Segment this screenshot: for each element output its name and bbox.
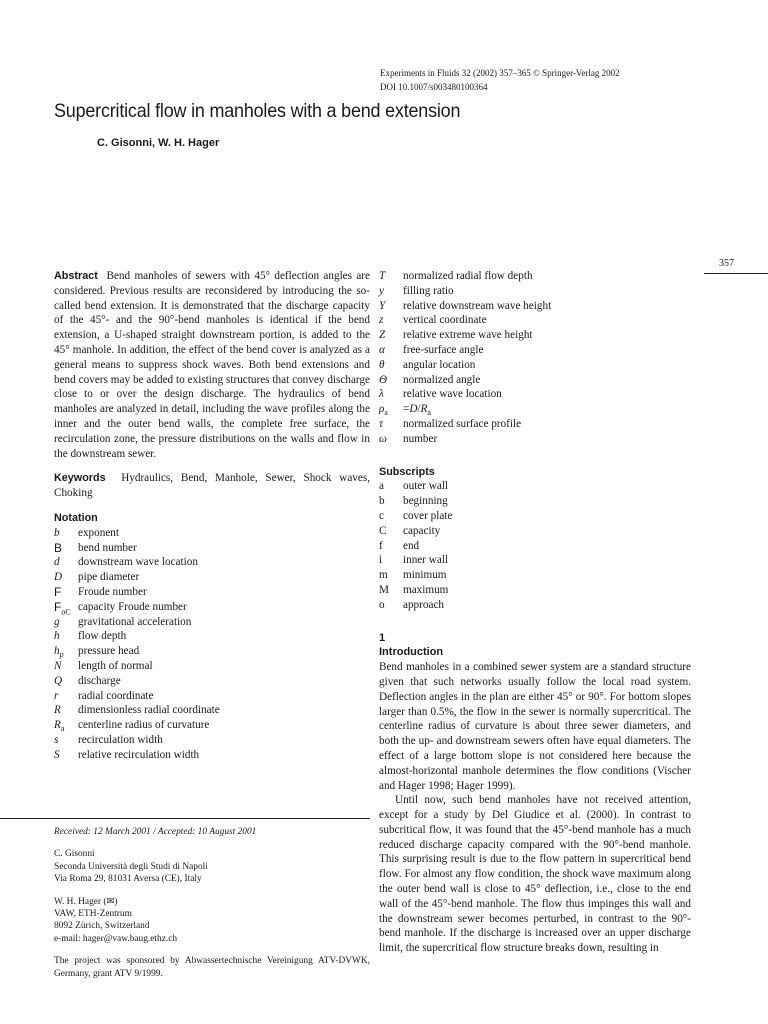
section-title: Introduction xyxy=(379,646,444,659)
subscript-desc: inner wall xyxy=(403,554,449,567)
notation-item xyxy=(54,555,370,570)
subscript-item xyxy=(379,479,691,494)
subscript-item xyxy=(379,553,691,568)
subscript-item xyxy=(379,524,691,539)
subscript-desc: cover plate xyxy=(403,509,453,522)
subscripts-heading: Subscripts xyxy=(379,465,435,478)
subscript-symbol: a xyxy=(379,480,384,493)
notation-desc: dimensionless radial coordinate xyxy=(78,704,220,717)
subscript-item xyxy=(379,598,691,613)
notation-list-right xyxy=(379,269,691,447)
notation-item xyxy=(54,585,370,600)
author1-address: Via Roma 29, 81031 Aversa (CE), Italy xyxy=(54,874,202,885)
notation-desc: normalized surface profile xyxy=(403,417,522,430)
subscript-item xyxy=(379,494,691,509)
notation-desc: normalized angle xyxy=(403,373,481,386)
sponsor-note: The project was sponsored by Abwassertechnische Vereinigung ATV-DVWK, Germany, grant ATV 9/1999. xyxy=(54,956,370,979)
section-number: 1 xyxy=(379,631,386,644)
notation-symbol: $R_a$ xyxy=(54,719,65,734)
subscript-desc: outer wall xyxy=(403,480,449,493)
right-column xyxy=(379,269,691,956)
footnotes xyxy=(54,826,370,980)
subscript-symbol: c xyxy=(379,509,384,522)
notation-desc: recirculation width xyxy=(78,733,163,746)
subscript-desc: minimum xyxy=(403,569,447,582)
notation-item xyxy=(379,432,691,447)
paper-authors: C. Gisonni, W. H. Hager xyxy=(97,137,220,149)
notation-item xyxy=(54,570,370,585)
subscript-symbol: o xyxy=(379,598,385,611)
received-dates: Received: 12 March 2001 / Accepted: 10 August 2001 xyxy=(54,827,257,837)
author1-affiliation: Seconda Università degli Studi di Napoli xyxy=(54,861,208,872)
author1-name: C. Gisonni xyxy=(54,849,95,860)
notation-symbol: g xyxy=(54,615,60,628)
notation-desc: centerline radius of curvature xyxy=(78,719,210,732)
page-number: 357 xyxy=(719,258,734,269)
subscript-symbol: f xyxy=(379,539,383,552)
notation-symbol: Θ xyxy=(379,373,388,386)
notation-item xyxy=(379,299,691,314)
subscript-symbol: m xyxy=(379,569,388,582)
paper-title: Supercritical flow in manholes with a bend extension xyxy=(54,100,461,122)
notation-desc: Froude number xyxy=(78,585,147,598)
notation-item xyxy=(379,343,691,358)
abstract-label: Abstract xyxy=(54,270,98,282)
notation-item xyxy=(54,703,370,718)
notation-desc: exponent xyxy=(78,526,120,539)
notation-item xyxy=(379,269,691,284)
subscript-symbol: i xyxy=(379,554,383,567)
notation-item xyxy=(379,328,691,343)
notation-desc: discharge xyxy=(78,674,121,687)
notation-desc: relative recirculation width xyxy=(78,748,200,761)
notation-symbol: d xyxy=(54,556,60,569)
subscript-symbol: b xyxy=(379,495,385,508)
notation-item xyxy=(54,644,370,659)
notation-item xyxy=(379,358,691,373)
notation-symbol: Y xyxy=(379,299,386,312)
intro-paragraph-2: Until now, such bend manholes have not received attention, except for a study by Del Giudice et al. (2000). In contrast to subcritical flow, it was found that the 45°-bend manhole has a much reduced discharge capacity compared with the 90°-bend manhole. This surprising result is due to the flow pattern in supercritical bend flow. For almost any flow condition, the shock wave maximum along the outer bend wall is close to 45° deflection, i.e., close to the end wall of the 45°-bend manhole. The flow thus impinges this wall and the downstream sewer becomes perturbed, in contrast to the 90°-bend manhole. If the discharge is increased over an upper discharge limit, the supercritical flow structure breaks down, resulting in xyxy=(379,794,691,955)
subscript-desc: capacity xyxy=(403,524,441,537)
journal-line: Experiments in Fluids 32 (2002) 357–365 © Springer-Verlag 2002 xyxy=(380,68,620,78)
journal-citation xyxy=(380,66,620,94)
notation-symbol: T xyxy=(379,270,386,282)
notation-symbol: D xyxy=(54,571,63,584)
subscript-p: p xyxy=(59,650,64,660)
notation-desc: radial coordinate xyxy=(78,689,154,702)
notation-symbol: h xyxy=(54,630,60,643)
notation-desc: pressure head xyxy=(78,645,140,658)
notation-symbol: Q xyxy=(54,674,63,687)
notation-desc: free-surface angle xyxy=(403,343,484,356)
notation-item xyxy=(54,689,370,704)
page-number-rule xyxy=(704,273,768,274)
subscript-a: a xyxy=(60,724,65,734)
notation-item xyxy=(54,541,370,556)
notation-heading: Notation xyxy=(54,511,98,524)
notation-desc: $=D/R_a$ xyxy=(403,403,431,418)
notation-symbol: s xyxy=(54,733,59,746)
subscript-symbol: M xyxy=(379,583,389,596)
notation-symbol: ω xyxy=(379,432,387,445)
notation-list-left xyxy=(54,526,370,763)
author2-address: 8092 Zürich, Switzerland xyxy=(54,921,150,932)
left-column xyxy=(54,269,370,763)
subscript-item xyxy=(379,583,691,598)
subscript-desc: approach xyxy=(403,598,444,611)
notation-item xyxy=(379,402,691,417)
subscript-desc: end xyxy=(403,539,420,552)
notation-desc: number xyxy=(403,432,438,445)
notation-symbol: B xyxy=(54,540,63,555)
keywords-text: Hydraulics, Bend, Manhole, Sewer, Shock waves, Choking xyxy=(54,472,370,500)
notation-item xyxy=(379,313,691,328)
subscript-desc: beginning xyxy=(403,495,448,508)
notation-symbol: τ xyxy=(379,417,384,430)
abstract xyxy=(54,269,370,461)
notation-item xyxy=(54,733,370,748)
notation-symbol: F xyxy=(54,584,62,599)
notation-symbol: z xyxy=(379,314,384,327)
notation-desc: relative wave location xyxy=(403,388,502,401)
notation-item xyxy=(54,600,370,615)
keywords-label: Keywords xyxy=(54,472,106,485)
notation-symbol: α xyxy=(379,343,385,356)
notation-symbol: R xyxy=(54,704,61,717)
notation-symbol: b xyxy=(54,526,60,539)
subscript-oc: oC xyxy=(61,607,71,617)
keywords xyxy=(54,471,370,501)
notation-item xyxy=(54,718,370,733)
notation-desc: length of normal xyxy=(78,659,153,672)
subscript-desc: maximum xyxy=(403,583,449,596)
subscript-a: a xyxy=(384,408,388,418)
author2-email: e-mail: hager@vaw.baug.ethz.ch xyxy=(54,933,178,944)
notation-desc: downstream wave location xyxy=(78,556,198,569)
notation-desc: angular location xyxy=(403,358,476,371)
notation-desc: capacity Froude number xyxy=(78,600,187,613)
notation-symbol: y xyxy=(379,284,384,297)
author2-affiliation: VAW, ETH-Zentrum xyxy=(54,909,132,920)
abstract-text: Bend manholes of sewers with 45° deflection angles are considered. Previous results are reconsidered by introducing the so-called bend extension. It is demonstrated that the discharge capacity of the 45°- and the 90°-bend manholes is identical if the bend extension, a U-shaped straight downstream portion, is added to the 45° manhole. In addition, the effect of the bend cover is analyzed as a general means to suppress shock waves. Both bend extensions and bend covers may be added to existing structures that convey discharge close to or over the design discharge. The hydraulics of bend manholes are analyzed in detail, including the wave profiles along the inner and the outer bend walls, the complete free surface, the recirculation zone, the pressure distributions on the walls and flow in the downstream sewer. xyxy=(54,270,370,460)
notation-symbol: S xyxy=(54,748,60,761)
intro-paragraph-1: Bend manholes in a combined sewer system are a standard structure given that such networks usually follow the local road system. Deflection angles in the plan are either 45° or 90°. For bottom slopes larger than 0.5%, the flow in the sewer is normally supercritical. The centerline radius of curvature is about three sewer diameters, and both the up- and downstream sewers often have equal diameters. The effect of a large bottom slope is not considered here because the almost-horizontal manhole determines the flow conditions (Vischer and Hager 1998; Hager 1999). xyxy=(379,661,691,792)
subscript-symbol: C xyxy=(379,524,387,537)
notation-item xyxy=(379,284,691,299)
notation-desc: gravitational acceleration xyxy=(78,615,192,628)
notation-item xyxy=(54,629,370,644)
notation-desc: filling ratio xyxy=(403,284,454,297)
notation-item xyxy=(379,417,691,432)
notation-item xyxy=(54,526,370,541)
subscripts-list xyxy=(379,479,691,612)
notation-desc: bend number xyxy=(78,541,137,554)
notation-item xyxy=(54,659,370,674)
subscript-item xyxy=(379,539,691,554)
notation-symbol: θ xyxy=(379,358,385,371)
notation-symbol: N xyxy=(54,659,62,672)
notation-symbol: Z xyxy=(379,329,386,342)
notation-symbol: $h_p$ xyxy=(54,645,64,660)
notation-symbol: r xyxy=(54,689,59,702)
subscript-item xyxy=(379,509,691,524)
notation-item xyxy=(54,615,370,630)
notation-desc: flow depth xyxy=(78,630,127,643)
subscript-item xyxy=(379,568,691,583)
notation-desc: relative downstream wave height xyxy=(403,299,552,312)
notation-symbol: λ xyxy=(379,388,384,401)
notation-item xyxy=(379,373,691,388)
notation-item xyxy=(54,748,370,763)
author2-name: W. H. Hager (✉) xyxy=(54,896,118,907)
notation-symbol: $F_{oC}$ xyxy=(54,599,71,617)
notation-item xyxy=(54,674,370,689)
notation-symbol: $\rho_a$ xyxy=(379,403,388,418)
footnote-rule xyxy=(0,818,370,819)
notation-desc: normalized radial flow depth xyxy=(403,270,533,282)
notation-item xyxy=(379,387,691,402)
doi-line: DOI 10.1007/s003480100364 xyxy=(380,82,488,92)
notation-desc: relative extreme wave height xyxy=(403,329,533,342)
notation-desc: vertical coordinate xyxy=(403,314,487,327)
notation-desc: pipe diameter xyxy=(78,571,140,584)
